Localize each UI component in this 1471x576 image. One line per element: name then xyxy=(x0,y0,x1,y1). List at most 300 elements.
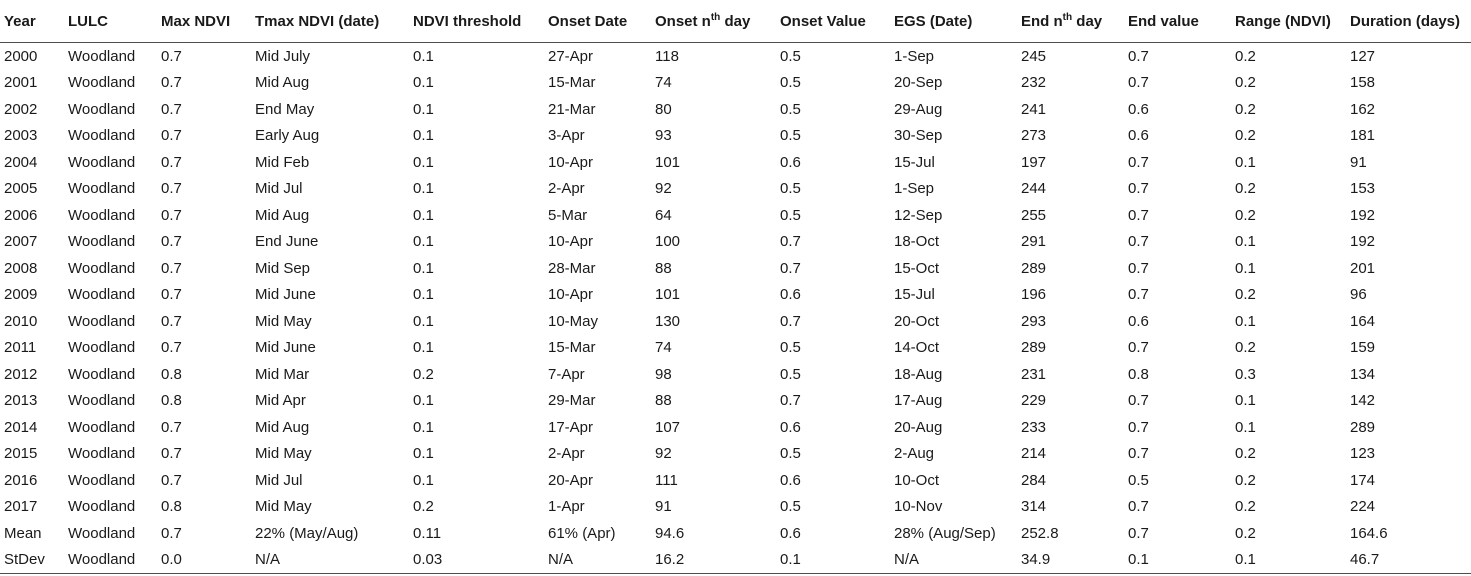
table-cell: 2005 xyxy=(4,180,38,198)
table-cell: 0.5 xyxy=(780,498,801,516)
table-cell: 0.2 xyxy=(1235,498,1256,516)
table-cell: 15-Jul xyxy=(894,153,935,171)
table-cell: 0.7 xyxy=(161,524,182,542)
table-cell: 0.1 xyxy=(413,471,434,489)
table-cell: 196 xyxy=(1021,286,1047,304)
table-cell: 1-Sep xyxy=(894,180,935,198)
table-cell: 0.7 xyxy=(1128,524,1149,542)
table-cell: 289 xyxy=(1021,259,1047,277)
table-cell: 88 xyxy=(655,392,672,410)
table-row xyxy=(0,123,1471,150)
table-cell: 0.7 xyxy=(161,233,182,251)
table-cell: 0.1 xyxy=(1235,312,1256,330)
table-cell: 0.1 xyxy=(413,339,434,357)
table-row xyxy=(0,547,1471,574)
table-cell: 2001 xyxy=(4,74,38,92)
table-cell: 17-Aug xyxy=(894,392,943,410)
table-cell: 46.7 xyxy=(1346,547,1471,574)
table-cell: 0.0 xyxy=(157,547,251,574)
column-header xyxy=(251,0,409,43)
column-header-superscript: th xyxy=(1062,11,1073,23)
table-cell: 14-Oct xyxy=(894,339,940,357)
table-cell: 0.6 xyxy=(1128,312,1149,330)
table-cell: End May xyxy=(255,100,315,118)
table-cell: 192 xyxy=(1350,206,1376,224)
table-cell: 2-Aug xyxy=(894,445,935,463)
table-cell: 2009 xyxy=(4,286,38,304)
table-cell: 91 xyxy=(1350,153,1367,171)
table-cell: Woodland xyxy=(64,547,157,574)
table-cell: 224 xyxy=(1350,498,1376,516)
table-cell: 0.6 xyxy=(780,524,801,542)
table-cell: 15-Jul xyxy=(894,286,935,304)
table-cell: 74 xyxy=(655,339,672,357)
table-row xyxy=(0,43,1471,70)
table-cell: 18-Aug xyxy=(894,365,943,383)
table-header xyxy=(0,0,1471,43)
table-cell: 255 xyxy=(1021,206,1047,224)
table-cell: 0.7 xyxy=(1128,153,1149,171)
table-cell: 92 xyxy=(655,445,672,463)
table-cell: 0.5 xyxy=(780,100,801,118)
table-cell: 0.7 xyxy=(161,74,182,92)
table-cell: Woodland xyxy=(68,392,136,410)
table-cell: 15-Oct xyxy=(894,259,940,277)
table-cell: 64 xyxy=(655,206,672,224)
table-cell: Woodland xyxy=(68,153,136,171)
table-cell: 0.6 xyxy=(780,286,801,304)
table-cell: Mean xyxy=(4,524,42,542)
table-cell: 111 xyxy=(655,471,678,489)
column-header xyxy=(544,0,651,43)
table-cell: 153 xyxy=(1350,180,1376,198)
table-cell: 158 xyxy=(1350,74,1376,92)
table-cell: 2012 xyxy=(4,365,38,383)
table-cell: 0.7 xyxy=(161,339,182,357)
column-header-label: End n xyxy=(1021,12,1063,30)
table-cell: 88 xyxy=(655,259,672,277)
table-cell: 0.6 xyxy=(780,418,801,436)
table-cell: 2-Apr xyxy=(548,180,585,198)
table-cell: 0.1 xyxy=(1124,547,1231,574)
table-cell: 181 xyxy=(1350,127,1376,145)
table-cell: 0.5 xyxy=(780,339,801,357)
table-cell: 0.7 xyxy=(1128,339,1149,357)
column-header-label: Max NDVI xyxy=(161,12,231,30)
table-cell: 174 xyxy=(1350,471,1376,489)
table-cell: 101 xyxy=(655,153,681,171)
table-cell: 0.1 xyxy=(1235,392,1256,410)
table-row xyxy=(0,96,1471,123)
table-cell: 2014 xyxy=(4,418,38,436)
table-row xyxy=(0,494,1471,521)
table-cell: 0.1 xyxy=(413,259,434,277)
table-cell: 0.7 xyxy=(780,312,801,330)
table-row xyxy=(0,70,1471,97)
table-cell: 0.5 xyxy=(780,127,801,145)
table-cell: 0.7 xyxy=(780,233,801,251)
column-header-superscript: th xyxy=(710,11,721,23)
table-cell: 159 xyxy=(1350,339,1376,357)
table-cell: Mid June xyxy=(255,339,316,357)
column-header-suffix: day xyxy=(1072,12,1103,30)
table-cell: 231 xyxy=(1021,365,1047,383)
table-cell: 0.2 xyxy=(1235,524,1256,542)
column-header-label: Onset Date xyxy=(548,12,628,30)
table-cell: 0.1 xyxy=(413,100,434,118)
table-cell: 0.7 xyxy=(161,259,182,277)
table-cell: 0.8 xyxy=(161,392,182,410)
table-cell: 229 xyxy=(1021,392,1047,410)
table-cell: 0.11 xyxy=(413,524,442,542)
table-cell: 0.2 xyxy=(413,498,434,516)
table-cell: 27-Apr xyxy=(548,47,594,65)
table-cell: Mid Jul xyxy=(255,471,303,489)
table-cell: 0.5 xyxy=(780,445,801,463)
table-cell: Woodland xyxy=(68,100,136,118)
table-cell: 7-Apr xyxy=(548,365,585,383)
table-cell: Mid May xyxy=(255,312,312,330)
column-header xyxy=(1124,0,1231,43)
table-cell: 293 xyxy=(1021,312,1047,330)
column-header xyxy=(776,0,890,43)
table-cell: 0.7 xyxy=(780,392,801,410)
table-row xyxy=(0,361,1471,388)
table-cell: 0.7 xyxy=(1128,418,1149,436)
table-cell: 0.1 xyxy=(413,445,434,463)
table-cell: Woodland xyxy=(68,312,136,330)
table-cell: 284 xyxy=(1021,471,1047,489)
table-row xyxy=(0,388,1471,415)
table-cell: 80 xyxy=(655,100,672,118)
table-cell: 0.1 xyxy=(413,312,434,330)
table-cell: 0.1 xyxy=(1235,233,1256,251)
table-cell: Early Aug xyxy=(255,127,320,145)
table-cell: 244 xyxy=(1021,180,1047,198)
table-cell: Woodland xyxy=(68,180,136,198)
table-cell: 61% (Apr) xyxy=(548,524,616,542)
column-header xyxy=(1346,0,1471,43)
table-cell: StDev xyxy=(0,547,64,574)
table-cell: Woodland xyxy=(68,445,136,463)
table-cell: 0.7 xyxy=(161,100,182,118)
table-cell: 2007 xyxy=(4,233,38,251)
table-cell: 1-Apr xyxy=(548,498,585,516)
table-cell: 0.2 xyxy=(1235,206,1256,224)
table-cell: 0.1 xyxy=(1231,547,1346,574)
table-cell: Mid May xyxy=(255,498,312,516)
table-cell: 0.1 xyxy=(413,233,434,251)
table-cell: 241 xyxy=(1021,100,1047,118)
table-cell: 17-Apr xyxy=(548,418,594,436)
table-cell: 15-Mar xyxy=(548,339,596,357)
table-cell: 28% (Aug/Sep) xyxy=(894,524,996,542)
table-cell: 3-Apr xyxy=(548,127,585,145)
table-cell: 0.1 xyxy=(776,547,890,574)
table-row xyxy=(0,441,1471,468)
table-cell: Mid Apr xyxy=(255,392,306,410)
table-cell: Woodland xyxy=(68,127,136,145)
table-cell: Woodland xyxy=(68,74,136,92)
table-cell: 289 xyxy=(1350,418,1376,436)
table-cell: 1-Sep xyxy=(894,47,935,65)
table-cell: 0.6 xyxy=(780,153,801,171)
table-row xyxy=(0,467,1471,494)
table-cell: 0.1 xyxy=(413,418,434,436)
table-cell: 0.6 xyxy=(1128,127,1149,145)
table-cell: 164.6 xyxy=(1350,524,1388,542)
table-cell: 0.2 xyxy=(1235,74,1256,92)
table-cell: Woodland xyxy=(68,286,136,304)
table-cell: Mid Aug xyxy=(255,74,310,92)
table-cell: 0.7 xyxy=(161,47,182,65)
table-cell: 0.7 xyxy=(161,312,182,330)
table-row xyxy=(0,520,1471,547)
table-cell: 2000 xyxy=(4,47,38,65)
table-cell: 2015 xyxy=(4,445,38,463)
table-cell: 2010 xyxy=(4,312,38,330)
table-cell: 0.2 xyxy=(1235,471,1256,489)
table-cell: 245 xyxy=(1021,47,1047,65)
table-cell: 2002 xyxy=(4,100,38,118)
table-cell: 0.7 xyxy=(161,286,182,304)
table-cell: 12-Sep xyxy=(894,206,943,224)
table-cell: 20-Apr xyxy=(548,471,594,489)
table-cell: 20-Aug xyxy=(894,418,943,436)
table-cell: 0.8 xyxy=(1128,365,1149,383)
table-cell: 18-Oct xyxy=(894,233,940,251)
table-cell: Mid July xyxy=(255,47,311,65)
table-cell: 0.7 xyxy=(780,259,801,277)
table-cell: 5-Mar xyxy=(548,206,588,224)
table-cell: 0.5 xyxy=(780,74,801,92)
table-cell: 197 xyxy=(1021,153,1047,171)
table-cell: 130 xyxy=(655,312,681,330)
table-cell: 0.7 xyxy=(1128,445,1149,463)
table-cell: 2004 xyxy=(4,153,38,171)
table-cell: 74 xyxy=(655,74,672,92)
table-cell: 2013 xyxy=(4,392,38,410)
table-cell: 0.3 xyxy=(1235,365,1256,383)
table-cell: 0.6 xyxy=(780,471,801,489)
table-row xyxy=(0,229,1471,256)
table-cell: 201 xyxy=(1350,259,1376,277)
table-cell: 2008 xyxy=(4,259,38,277)
table-cell: 0.1 xyxy=(413,392,434,410)
table-cell: 162 xyxy=(1350,100,1376,118)
column-header-label: Duration (days) xyxy=(1350,12,1461,30)
table-cell: 29-Mar xyxy=(548,392,596,410)
table-cell: 10-Apr xyxy=(548,153,594,171)
column-header xyxy=(1231,0,1346,43)
column-header-label: EGS (Date) xyxy=(894,12,973,30)
table-cell: 28-Mar xyxy=(548,259,596,277)
table-cell: 101 xyxy=(655,286,681,304)
table-cell: 0.1 xyxy=(413,47,434,65)
table-cell: Woodland xyxy=(68,259,136,277)
table-cell: 10-Oct xyxy=(894,471,940,489)
table-cell: 142 xyxy=(1350,392,1376,410)
table-row xyxy=(0,308,1471,335)
table-cell: 0.2 xyxy=(1235,127,1256,145)
table-cell: 0.5 xyxy=(780,365,801,383)
table-cell: 22% (May/Aug) xyxy=(255,524,359,542)
table-cell: 98 xyxy=(655,365,672,383)
table-cell: End June xyxy=(255,233,319,251)
column-header xyxy=(1017,0,1124,43)
table-cell: 20-Sep xyxy=(894,74,943,92)
table-cell: 0.2 xyxy=(1235,100,1256,118)
table-cell: 30-Sep xyxy=(894,127,943,145)
column-header-label: NDVI threshold xyxy=(413,12,522,30)
table-cell: N/A xyxy=(251,547,409,574)
table-cell: 233 xyxy=(1021,418,1047,436)
table-cell: 0.7 xyxy=(1128,233,1149,251)
column-header xyxy=(0,0,64,43)
table-cell: N/A xyxy=(544,547,651,574)
table-cell: 118 xyxy=(655,47,679,65)
table-row xyxy=(0,282,1471,309)
table-cell: 0.5 xyxy=(1128,471,1149,489)
table-cell: 0.7 xyxy=(161,445,182,463)
table-cell: 0.1 xyxy=(413,127,434,145)
table-cell: Mid Sep xyxy=(255,259,311,277)
column-header-label: Tmax NDVI (date) xyxy=(255,12,380,30)
table-cell: Mid May xyxy=(255,445,312,463)
table-cell: Woodland xyxy=(68,471,136,489)
column-header xyxy=(64,0,157,43)
table-cell: 0.2 xyxy=(1235,180,1256,198)
table-cell: 0.7 xyxy=(1128,47,1149,65)
table-cell: 0.7 xyxy=(1128,206,1149,224)
table-cell: 29-Aug xyxy=(894,100,943,118)
table-cell: 92 xyxy=(655,180,672,198)
table-cell: 16.2 xyxy=(651,547,776,574)
table-cell: 21-Mar xyxy=(548,100,596,118)
table-cell: 96 xyxy=(1350,286,1367,304)
table-cell: 134 xyxy=(1350,365,1376,383)
table-cell: Mid Aug xyxy=(255,206,310,224)
table-cell: 100 xyxy=(655,233,681,251)
table-cell: Woodland xyxy=(68,233,136,251)
table-cell: 0.7 xyxy=(1128,180,1149,198)
table-cell: 0.5 xyxy=(780,206,801,224)
table-cell: 2006 xyxy=(4,206,38,224)
table-cell: 0.7 xyxy=(161,471,182,489)
table-row xyxy=(0,202,1471,229)
table-cell: 15-Mar xyxy=(548,74,596,92)
table-cell: 2017 xyxy=(4,498,38,516)
table-cell: 0.7 xyxy=(1128,392,1149,410)
table-cell: 252.8 xyxy=(1021,524,1059,542)
column-header-label: Onset Value xyxy=(780,12,866,30)
table-row xyxy=(0,255,1471,282)
table-cell: 123 xyxy=(1350,445,1376,463)
table-cell: 232 xyxy=(1021,74,1047,92)
column-header xyxy=(651,0,776,43)
table-cell: 0.5 xyxy=(780,47,801,65)
table-cell: 0.1 xyxy=(413,180,434,198)
table-cell: 2011 xyxy=(4,339,37,357)
table-cell: 2-Apr xyxy=(548,445,585,463)
table-cell: Woodland xyxy=(68,524,136,542)
table-cell: 0.7 xyxy=(161,153,182,171)
column-header-suffix: day xyxy=(720,12,751,30)
table-cell: 107 xyxy=(655,418,681,436)
table-cell: 127 xyxy=(1350,47,1376,65)
table-cell: 2016 xyxy=(4,471,38,489)
table-cell: Woodland xyxy=(68,498,136,516)
table-cell: N/A xyxy=(890,547,1017,574)
table-cell: 0.03 xyxy=(409,547,544,574)
table-cell: 0.1 xyxy=(413,74,434,92)
table-cell: 0.1 xyxy=(1235,153,1256,171)
table-cell: 0.7 xyxy=(1128,286,1149,304)
column-header-label: Range (NDVI) xyxy=(1235,12,1331,30)
table-cell: 10-May xyxy=(548,312,599,330)
table-cell: 2003 xyxy=(4,127,38,145)
table-cell: 0.1 xyxy=(413,286,434,304)
table-cell: Woodland xyxy=(68,418,136,436)
table-cell: 20-Oct xyxy=(894,312,940,330)
column-header-label: LULC xyxy=(68,12,108,30)
column-header xyxy=(409,0,544,43)
table-cell: 0.7 xyxy=(161,180,182,198)
table-cell: 10-Apr xyxy=(548,286,594,304)
table-cell: 0.1 xyxy=(1235,259,1256,277)
table-cell: Woodland xyxy=(68,206,136,224)
table-cell: 0.2 xyxy=(1235,445,1256,463)
column-header-label: Onset n xyxy=(655,12,711,30)
table-cell: 0.8 xyxy=(161,365,182,383)
table-cell: Woodland xyxy=(68,339,136,357)
table-cell: Mid Aug xyxy=(255,418,310,436)
table-cell: 0.7 xyxy=(1128,74,1149,92)
table-cell: Woodland xyxy=(68,365,136,383)
table-cell: 314 xyxy=(1021,498,1047,516)
table-cell: 0.7 xyxy=(161,418,182,436)
table-cell: 0.6 xyxy=(1128,100,1149,118)
table-cell: 94.6 xyxy=(655,524,685,542)
table-cell: 289 xyxy=(1021,339,1047,357)
table-cell: 0.8 xyxy=(161,498,182,516)
table-cell: Mid June xyxy=(255,286,316,304)
table-cell: 0.7 xyxy=(1128,259,1149,277)
table-cell: 34.9 xyxy=(1017,547,1124,574)
table-cell: 0.2 xyxy=(1235,339,1256,357)
table-cell: 0.7 xyxy=(1128,498,1149,516)
table-cell: 0.1 xyxy=(413,206,434,224)
table-cell: 0.2 xyxy=(1235,47,1256,65)
table-cell: Mid Feb xyxy=(255,153,310,171)
table-cell: 10-Nov xyxy=(894,498,943,516)
table-row xyxy=(0,335,1471,362)
table-cell: 93 xyxy=(655,127,672,145)
table-cell: 10-Apr xyxy=(548,233,594,251)
table-cell: 0.5 xyxy=(780,180,801,198)
table-cell: 0.1 xyxy=(1235,418,1256,436)
table-cell: Woodland xyxy=(68,47,136,65)
table-cell: 0.2 xyxy=(1235,286,1256,304)
table-cell: 273 xyxy=(1021,127,1047,145)
table-row xyxy=(0,149,1471,176)
column-header-label: Year xyxy=(4,12,36,30)
column-header-label: End value xyxy=(1128,12,1199,30)
table-body xyxy=(0,43,1471,574)
table-cell: 0.2 xyxy=(413,365,434,383)
header-row xyxy=(0,0,1471,43)
table-cell: Mid Mar xyxy=(255,365,310,383)
